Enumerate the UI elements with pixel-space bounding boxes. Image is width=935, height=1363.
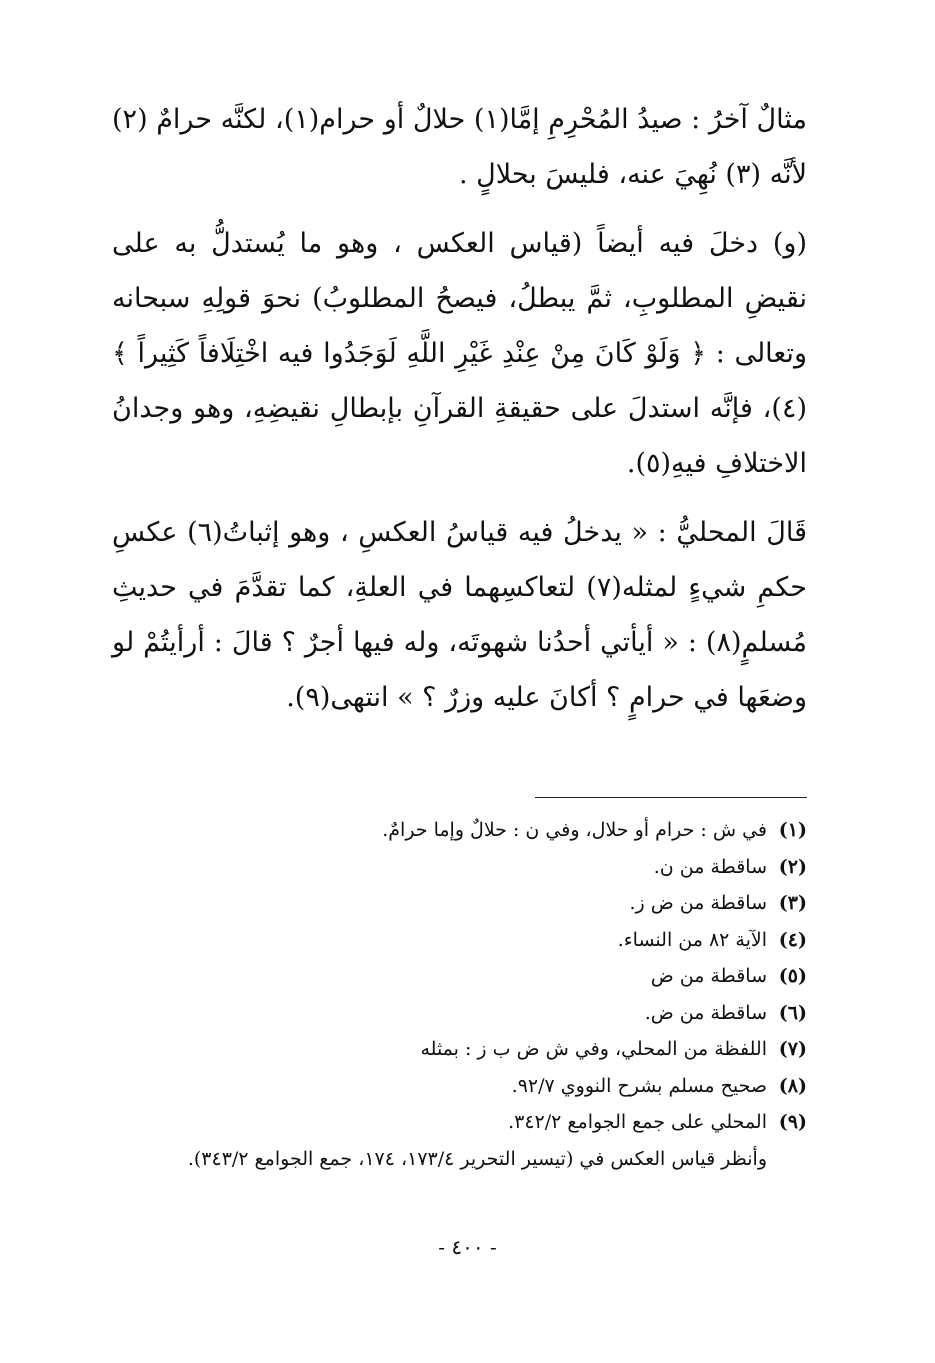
footnote-number: (٨): [778, 1074, 807, 1097]
footnote: [112, 885, 807, 922]
footnote-text: ساقطة من ض: [650, 965, 767, 987]
paragraph-1: مثالٌ آخرُ : صيدُ المُحْرِمِ إمَّا(١) حلالٌ أو حرام(١)، لكنَّه حرامٌ (٢) لأنَّه (٣) نُهِيَ عنه، فليسَ بحلالٍ .: [112, 104, 807, 190]
footnote-number: (٦): [778, 1001, 807, 1024]
footnote: [112, 922, 807, 959]
footnote-text: ساقطة من ض.: [644, 1001, 767, 1024]
footnote-text: الآية ٨٢ من النساء.: [617, 928, 767, 951]
paragraph-3: قَالَ المحليُّ : « يدخلُ فيه قياسُ العكسِ ، وهو إثباتُ(٦) عكسِ حكمِ شيءٍ لمثله(٧) لتعاكسِهما في العلةِ، كما تقدَّمَ في حديثِ مُسلمٍ(٨) : « أيأتي أحدُنا شهوتَه، وله فيها أجرٌ ؟ قالَ : أرأيتُمْ لو وضعَها في حرامٍ ؟ أكانَ عليه وزرٌ ؟ » انتهى(٩).: [112, 517, 807, 713]
footnote-number: (١): [778, 819, 807, 841]
footnote-text: المحلي على جمع الجوامع ٣٤٢/٢.: [508, 1111, 767, 1133]
footnote-number: (٥): [778, 965, 807, 987]
footnote: [112, 995, 807, 1032]
footnote-number: (٧): [778, 1038, 807, 1060]
footnote-number: (٣): [778, 892, 807, 914]
footnote-separator: [535, 797, 807, 798]
main-text: [112, 92, 807, 725]
page-number: - ٤٠٠ -: [438, 1235, 497, 1259]
paragraph-2: (و) دخلَ فيه أيضاً (قياس العكس ، وهو ما يُستدلُّ به على نقيضِ المطلوبِ، ثمَّ يبطلُ، فيصحُ المطلوبُ) نحوَ قولِهِ سبحانه وتعالى : ﴿ وَلَوْ كَانَ مِنْ عِنْدِ غَيْرِ اللَّهِ لَوَجَدُوا فيه اخْتِلَافاً كَثِيراً ﴾(٤)، فإنَّه استدلَ على حقيقةِ القرآنِ بإبطالِ نقيضِهِ، وهو وجدانُ الاختلافِ فيهِ(٥).: [112, 228, 807, 479]
footnote-text: صحيح مسلم بشرح النووي ٩٢/٧.: [511, 1074, 767, 1097]
footnote-text: في ش : حرام أو حلال، وفي ن : حلالٌ وإما حرامٌ.: [382, 819, 767, 841]
footnote: [112, 1104, 807, 1141]
footnote: [112, 1068, 807, 1105]
footnote: [112, 958, 807, 995]
footnotes: [112, 812, 807, 1177]
footnote-number: (٢): [778, 855, 807, 878]
footnote-text: اللفظة من المحلي، وفي ش ض ب ز : بمثله: [420, 1038, 767, 1060]
footnote-text: ساقطة من ض ز.: [629, 892, 767, 914]
footnote-number: (٩): [778, 1111, 807, 1133]
footnote-continuation: وأنظر قياس العكس في (تيسير التحرير ١٧٣/٤، ١٧٤، جمع الجوامع ٣٤٣/٢).: [187, 1147, 767, 1170]
footnote-text: ساقطة من ن.: [653, 855, 767, 878]
footnote: [112, 849, 807, 886]
footnote: [112, 812, 807, 849]
footnote-number: (٤): [778, 928, 807, 951]
footnote: [112, 1031, 807, 1068]
